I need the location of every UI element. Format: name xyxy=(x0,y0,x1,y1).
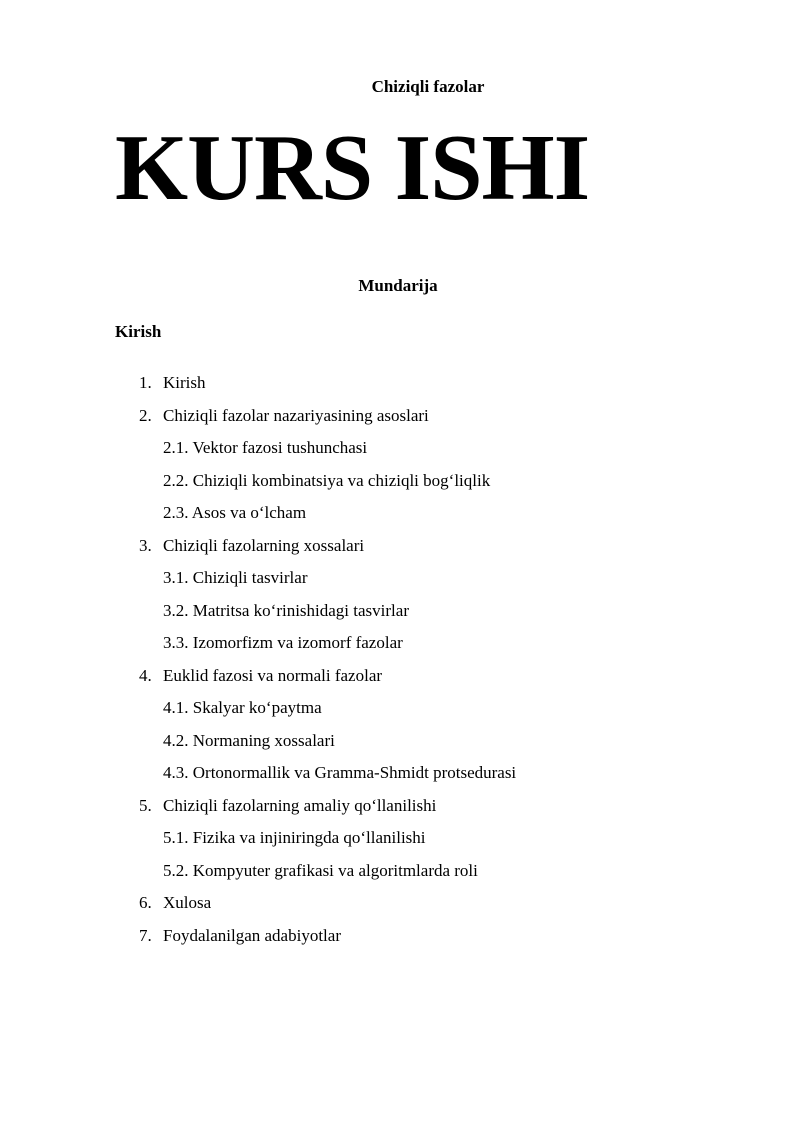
toc-item-number: 1. xyxy=(139,373,152,392)
toc-item-number: 7. xyxy=(139,925,152,945)
toc-subitem-text: 5.1. Fizika va injiniringda qo‘llanilishi xyxy=(163,828,426,847)
toc-subitem xyxy=(0,436,800,469)
toc-item-text: Chiziqli fazolar nazariyasining asoslari xyxy=(163,405,429,425)
toc-subitem xyxy=(0,729,800,762)
toc-subitem xyxy=(0,696,800,729)
toc-subitem xyxy=(0,761,800,794)
toc-item xyxy=(0,371,800,404)
table-of-contents xyxy=(0,371,800,956)
toc-item-number: 5. xyxy=(139,795,152,815)
toc-subitem xyxy=(0,859,800,892)
toc-item-text: Chiziqli fazolarning amaliy qo‘llanilishi xyxy=(163,795,437,815)
toc-item xyxy=(0,891,800,924)
toc-item xyxy=(0,664,800,697)
toc-item-text: Chiziqli fazolarning xossalari xyxy=(163,535,365,555)
toc-subitem-text: 2.3. Asos va o‘lcham xyxy=(163,503,307,522)
toc-subitem-text: 2.1. Vektor fazosi tushunchasi xyxy=(163,438,368,457)
toc-subitem xyxy=(0,501,800,534)
toc-subitem-text: 3.3. Izomorfizm va izomorf fazolar xyxy=(163,633,403,652)
toc-item xyxy=(0,794,800,827)
toc-subitem xyxy=(0,826,800,859)
toc-item-number: 6. xyxy=(139,893,152,912)
toc-item xyxy=(0,924,800,957)
toc-subitem xyxy=(0,469,800,502)
toc-item-number: 2. xyxy=(139,405,152,425)
toc-item-number: 3. xyxy=(139,535,152,555)
toc-subitem-text: 5.2. Kompyuter grafikasi va algoritmlarda roli xyxy=(163,860,478,880)
toc-subitem xyxy=(0,631,800,664)
intro-heading: Kirish xyxy=(115,322,162,341)
toc-subitem-text: 4.2. Normaning xossalari xyxy=(163,730,335,750)
toc-subitem xyxy=(0,566,800,599)
toc-subitem-text: 2.2. Chiziqli kombinatsiya va chiziqli bog‘liqlik xyxy=(163,470,491,490)
toc-item-text: Kirish xyxy=(163,373,206,392)
toc-heading: Mundarija xyxy=(358,276,438,295)
toc-subitem-text: 3.1. Chiziqli tasvirlar xyxy=(163,568,308,587)
toc-item-number: 4. xyxy=(139,665,152,685)
subject-title: Chiziqli fazolar xyxy=(371,77,485,96)
toc-subitem xyxy=(0,599,800,632)
toc-item-text: Euklid fazosi va normali fazolar xyxy=(163,665,383,685)
toc-subitem-text: 3.2. Matritsa ko‘rinishidagi tasvirlar xyxy=(163,600,409,620)
main-title: KURS ISHI xyxy=(115,116,590,220)
toc-item xyxy=(0,404,800,437)
toc-item xyxy=(0,534,800,567)
toc-subitem-text: 4.1. Skalyar ko‘paytma xyxy=(163,698,322,717)
toc-subitem-text: 4.3. Ortonormallik va Gramma-Shmidt protsedurasi xyxy=(163,763,517,782)
toc-item-text: Xulosa xyxy=(163,893,212,912)
toc-item-text: Foydalanilgan adabiyotlar xyxy=(163,925,341,945)
